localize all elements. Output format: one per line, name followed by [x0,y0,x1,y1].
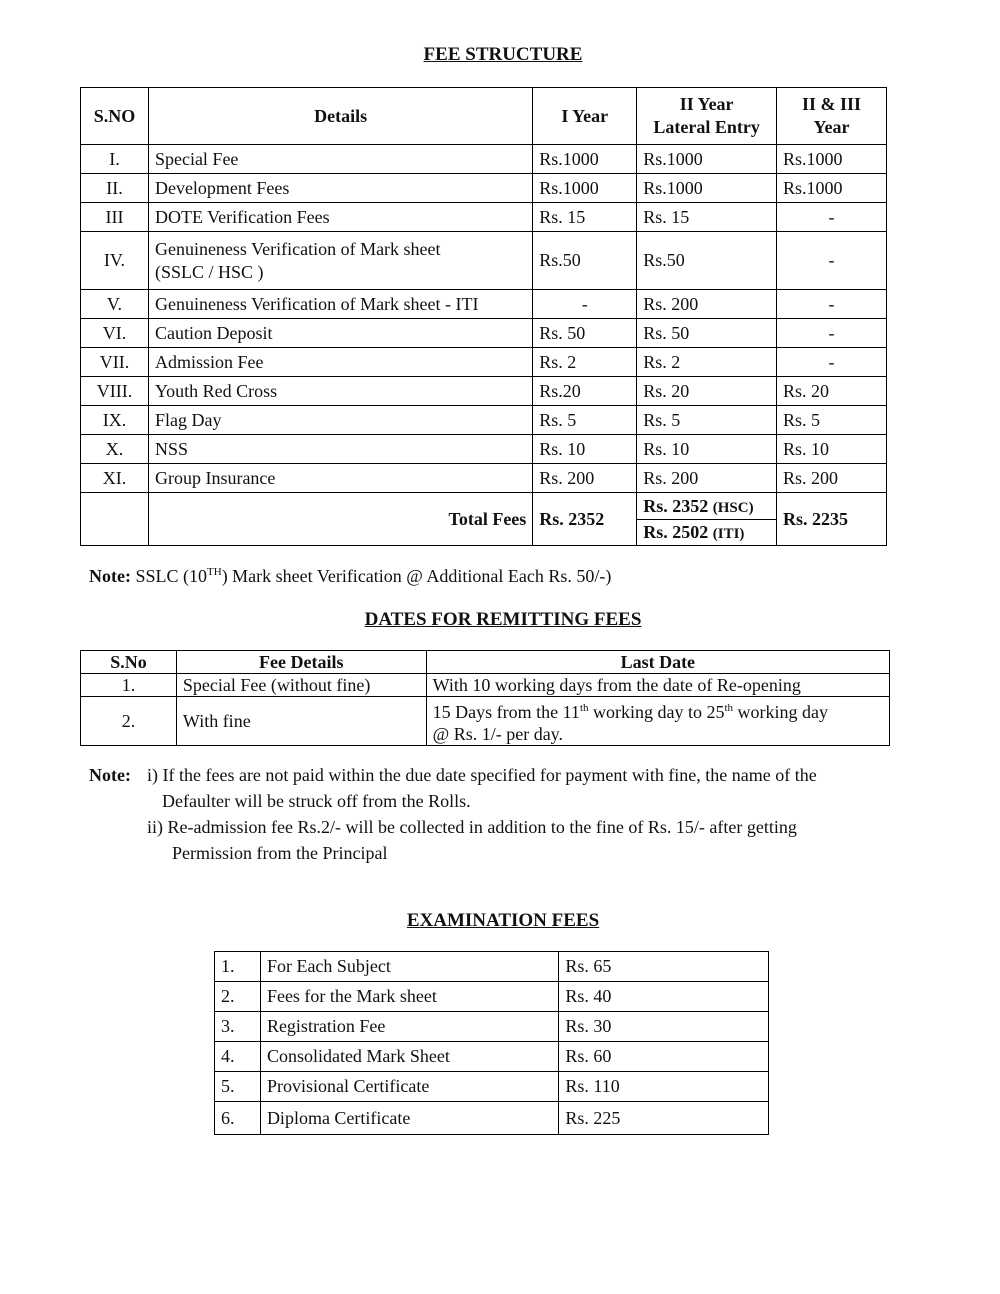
exam-details: Provisional Certificate [260,1072,558,1102]
total-year2-iti-tag: (ITI) [712,526,745,542]
row-details [148,232,532,290]
row-sno: III [81,203,149,232]
note-sslc [89,566,611,587]
table-row [81,406,887,435]
row-year1-fee: Rs. 200 [533,464,637,493]
row-year1-fee: Rs. 15 [533,203,637,232]
exam-sno: 6. [215,1102,261,1135]
row-details: Genuineness Verification of Mark sheet - ITI [148,290,532,319]
col-year1-header: I Year [533,88,637,145]
row-year2-fee: Rs.1000 [637,174,777,203]
remit-date-part3: working day [733,702,829,722]
row-details: Group Insurance [148,464,532,493]
remit-date-line2: @ Rs. 1/- per day. [432,724,564,744]
exam-sno: 5. [215,1072,261,1102]
exam-fee: Rs. 225 [559,1102,769,1135]
exam-fee: Rs. 60 [559,1042,769,1072]
table-row [81,319,887,348]
table-row [81,348,887,377]
row-year3-fee: Rs. 200 [777,464,887,493]
row-year3-fee: - [777,290,887,319]
row-year1-fee: Rs. 50 [533,319,637,348]
table-row [215,1102,769,1135]
table-row [81,377,887,406]
row-year1-fee: Rs.20 [533,377,637,406]
note2-item1-line1: i) If the fees are not paid within the due date specified for payment with fine, the name of the [147,765,817,785]
table-row [215,1072,769,1102]
note2-item1-line2: Defaulter will be struck off from the Rolls. [162,791,471,811]
row-year1-fee: Rs. 5 [533,406,637,435]
row-year1-fee: Rs.1000 [533,145,637,174]
row-sno: VII. [81,348,149,377]
row-sno: V. [81,290,149,319]
row-details: Special Fee [148,145,532,174]
total-year1: Rs. 2352 [533,493,637,546]
remitting-title: DATES FOR REMITTING FEES [364,609,642,630]
row-year3-fee: Rs. 5 [777,406,887,435]
exam-sno: 1. [215,952,261,982]
row-year1-fee: Rs. 2 [533,348,637,377]
exam-fee: Rs. 40 [559,982,769,1012]
row-sno: VI. [81,319,149,348]
exam-details: Consolidated Mark Sheet [260,1042,558,1072]
exam-details: Registration Fee [260,1012,558,1042]
exam-fees-table [214,951,769,1135]
table-row [81,290,887,319]
row-year1-fee: Rs.1000 [533,174,637,203]
total-year2 [637,493,777,546]
table-row [81,435,887,464]
note2-label: Note: [89,765,131,785]
remit-date-sup2: th [724,702,734,714]
total-year2-iti [637,520,776,545]
row-year1-fee: Rs.50 [533,232,637,290]
row-year3-fee: Rs.1000 [777,174,887,203]
table-row [81,145,887,174]
row-year2-fee: Rs. 20 [637,377,777,406]
total-year2-hsc-value: Rs. 2352 [643,496,709,516]
remit-sno-header: S.No [81,651,177,674]
exam-details: Fees for the Mark sheet [260,982,558,1012]
row-details-line2: (SSLC / HSC ) [154,261,264,282]
remit-date-header: Last Date [426,651,889,674]
total-year2-iti-value: Rs. 2502 [643,522,709,542]
note-text-after: ) Mark sheet Verification @ Additional Each Rs. 50/-) [221,566,612,586]
row-details: Development Fees [148,174,532,203]
col-sno-header: S.NO [81,88,149,145]
row-year3-fee: - [777,348,887,377]
remit-details: Special Fee (without fine) [176,674,426,697]
year2-header-line2: Lateral Entry [653,117,760,137]
row-sno: II. [81,174,149,203]
table-row [81,174,887,203]
exam-sno: 2. [215,982,261,1012]
note2-item2-line1: ii) Re-admission fee Rs.2/- will be collected in addition to the fine of Rs. 15/- after getting [147,817,797,837]
remit-date [426,697,889,746]
table-row [215,952,769,982]
table-row [81,464,887,493]
year23-header-line2: Year [813,117,850,137]
row-details: Youth Red Cross [148,377,532,406]
exam-details: Diploma Certificate [260,1102,558,1135]
table-row [81,203,887,232]
row-details: NSS [148,435,532,464]
year2-header-line1: II Year [679,94,734,114]
row-year3-fee: Rs.1000 [777,145,887,174]
total-year2-hsc [637,493,776,520]
row-details: Admission Fee [148,348,532,377]
row-year2-fee: Rs.50 [637,232,777,290]
remit-date-part1: 15 Days from the 11 [432,702,580,722]
col-details-header: Details [148,88,532,145]
row-year3-fee: Rs. 20 [777,377,887,406]
remit-date-sup1: th [579,702,589,714]
row-year2-fee: Rs.1000 [637,145,777,174]
remit-details-header: Fee Details [176,651,426,674]
row-sno: IX. [81,406,149,435]
fee-structure-table [80,87,887,546]
exam-fee: Rs. 30 [559,1012,769,1042]
total-label: Total Fees [148,493,532,546]
row-details: DOTE Verification Fees [148,203,532,232]
table-row [81,674,890,697]
table-row [215,1012,769,1042]
row-year1-fee: - [533,290,637,319]
row-year2-fee: Rs. 200 [637,464,777,493]
row-sno: VIII. [81,377,149,406]
row-sno: X. [81,435,149,464]
col-year2-header [637,88,777,145]
total-sno-empty [81,493,149,546]
exam-sno: 3. [215,1012,261,1042]
row-year2-fee: Rs. 15 [637,203,777,232]
year23-header-line1: II & III [802,94,862,114]
total-row [81,493,887,546]
fee-structure-title: FEE STRUCTURE [423,44,583,65]
row-year2-fee: Rs. 2 [637,348,777,377]
row-details: Flag Day [148,406,532,435]
remit-details: With fine [176,697,426,746]
row-sno: I. [81,145,149,174]
total-year2-hsc-tag: (HSC) [712,500,754,516]
table-row [215,982,769,1012]
row-year2-fee: Rs. 200 [637,290,777,319]
remitting-table [80,650,890,746]
note2-item2-line2: Permission from the Principal [172,843,388,863]
exam-title: EXAMINATION FEES [406,910,600,931]
row-sno: IV. [81,232,149,290]
exam-fee: Rs. 110 [559,1072,769,1102]
row-sno: XI. [81,464,149,493]
row-year1-fee: Rs. 10 [533,435,637,464]
row-year2-fee: Rs. 5 [637,406,777,435]
table-row [81,697,890,746]
remit-date-part2: working day to 25 [588,702,725,722]
row-year3-fee: Rs. 10 [777,435,887,464]
row-details-line1: Genuineness Verification of Mark sheet [154,238,441,259]
remit-date: With 10 working days from the date of Re-opening [426,674,889,697]
note-label: Note: [89,566,131,586]
row-year3-fee: - [777,319,887,348]
table-row [215,1042,769,1072]
row-details: Caution Deposit [148,319,532,348]
table-row [81,232,887,290]
total-year3: Rs. 2235 [777,493,887,546]
exam-sno: 4. [215,1042,261,1072]
note-sup: TH [207,566,222,578]
remit-sno: 1. [81,674,177,697]
col-year23-header [777,88,887,145]
fee-header-row [81,88,887,145]
note-text-before: SSLC (10 [135,566,208,586]
row-year3-fee: - [777,232,887,290]
remitting-header-row [81,651,890,674]
row-year2-fee: Rs. 10 [637,435,777,464]
row-year3-fee: - [777,203,887,232]
remit-sno: 2. [81,697,177,746]
exam-fee: Rs. 65 [559,952,769,982]
row-year2-fee: Rs. 50 [637,319,777,348]
exam-details: For Each Subject [260,952,558,982]
